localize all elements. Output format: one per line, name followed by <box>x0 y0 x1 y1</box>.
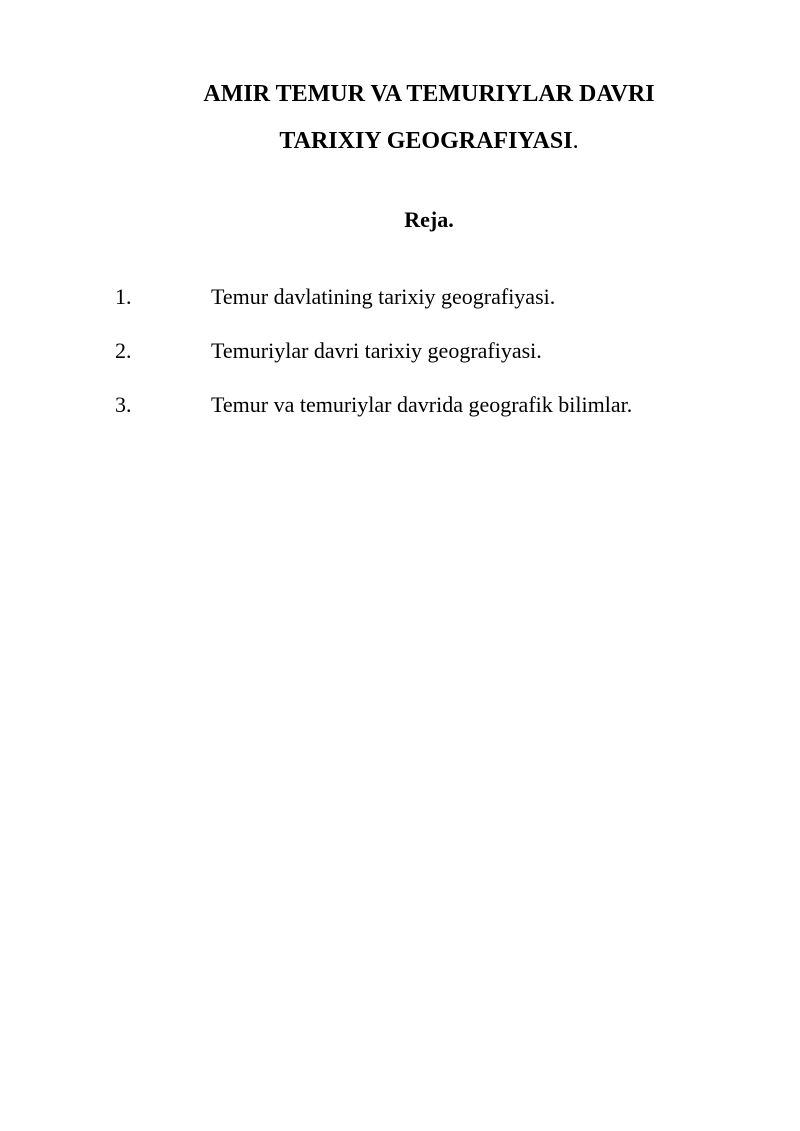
plan-list <box>115 283 755 445</box>
plan-item-number: 3. <box>115 392 132 417</box>
document-title-period: . <box>572 128 579 154</box>
plan-item <box>115 283 755 310</box>
document-title-line-2 <box>0 127 800 155</box>
plan-item-number: 1. <box>115 284 132 309</box>
document-title-line-2-text: TARIXIY GEOGRAFIYASI <box>279 128 573 154</box>
document-title-line-1-text: AMIR TEMUR VA TEMURIYLAR DAVRI <box>203 81 655 107</box>
plan-item-text: Temur davlatining tarixiy geografiyasi. <box>211 284 556 309</box>
plan-item-number: 2. <box>115 338 132 363</box>
plan-heading: Reja. <box>404 207 454 232</box>
plan-item <box>115 391 755 418</box>
plan-item <box>115 337 755 364</box>
plan-item-text: Temuriylar davri tarixiy geografiyasi. <box>211 338 542 363</box>
plan-item-text: Temur va temuriylar davrida geografik bilimlar. <box>211 392 633 417</box>
document-title-line-1 <box>0 80 800 108</box>
